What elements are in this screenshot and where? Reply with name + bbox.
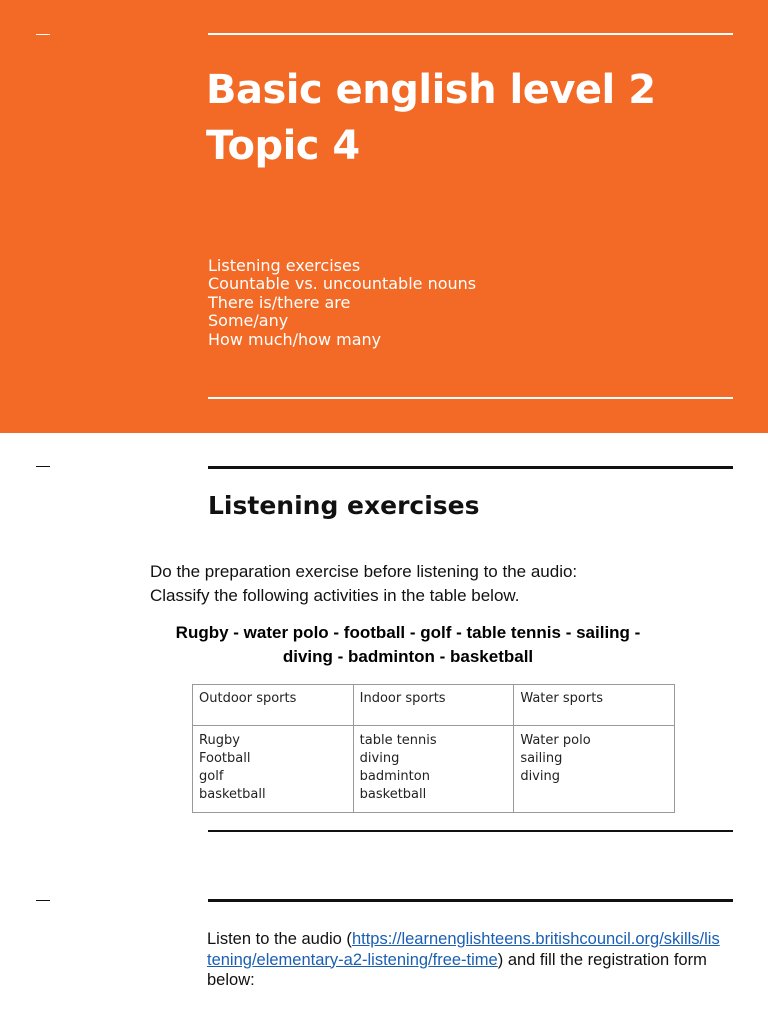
top-rule	[208, 466, 733, 469]
cell-item: diving	[359, 751, 400, 766]
instruction-line-2: Classify the following activities in the table below.	[150, 586, 520, 605]
audio-link[interactable]: https://learnenglishteens.britishcouncil.org/skills/listening/elementary-a2-listening/free-time	[207, 930, 720, 969]
indoor-cell	[353, 726, 514, 813]
cell-item: badminton	[359, 769, 430, 784]
header-cell-outdoor: Outdoor sports	[193, 685, 354, 726]
cell-item: Rugby	[199, 733, 240, 748]
sports-line-1: Rugby - water polo - football - golf - table tennis - sailing -	[175, 623, 641, 642]
header-cell-water: Water sports	[514, 685, 675, 726]
cell-item: sailing	[520, 751, 563, 766]
bottom-rule	[208, 830, 733, 832]
top-rule	[208, 33, 733, 35]
sports-list	[150, 621, 666, 669]
title-line-1: Basic english level 2	[206, 67, 656, 113]
topic-list	[208, 257, 476, 349]
slide-marker	[36, 900, 50, 901]
bottom-rule	[208, 397, 733, 399]
cell-item: Water polo	[520, 733, 591, 748]
top-rule	[208, 899, 733, 902]
header-cell-indoor: Indoor sports	[353, 685, 514, 726]
cell-item: diving	[520, 769, 560, 784]
instruction-line-1: Do the preparation exercise before listening to the audio:	[150, 562, 578, 581]
water-cell	[514, 726, 675, 813]
slide-marker	[36, 34, 50, 35]
cell-item: basketball	[199, 787, 266, 802]
slide-marker	[36, 466, 50, 467]
audio-text-before: Listen to the audio (	[207, 930, 352, 948]
audio-instruction	[207, 929, 722, 991]
topic-item: There is/there are	[208, 292, 351, 312]
title-line-2: Topic 4	[206, 123, 360, 169]
cell-item: table tennis	[359, 733, 437, 748]
sports-table	[192, 684, 675, 813]
topic-item: How much/how many	[208, 329, 382, 349]
topic-item: Countable vs. uncountable nouns	[208, 274, 477, 294]
slide-title	[206, 62, 656, 174]
audio-text-after: ) and fill the registration form below:	[207, 950, 707, 989]
cell-item: golf	[199, 769, 224, 784]
cell-item: basketball	[359, 787, 427, 802]
topic-item: Listening exercises	[208, 256, 361, 275]
section-heading: Listening exercises	[208, 491, 480, 520]
sports-line-2: diving - badminton - basketball	[282, 647, 534, 666]
topic-item: Some/any	[208, 311, 289, 331]
outdoor-cell	[193, 726, 354, 813]
instruction-text	[150, 560, 577, 608]
table-header-row	[193, 685, 675, 726]
title-slide	[0, 0, 768, 433]
table-row	[193, 726, 675, 813]
cell-item: Football	[199, 751, 251, 766]
